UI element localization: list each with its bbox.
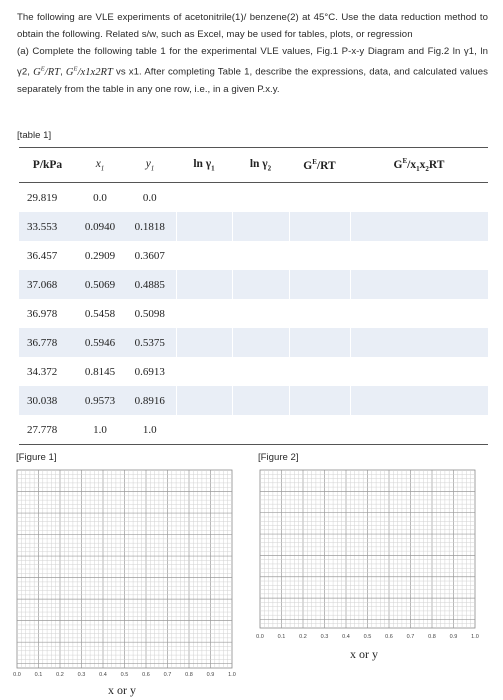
x-tick-label: 0.8	[185, 672, 193, 678]
x1-cell: 0.2909	[84, 249, 116, 262]
pressure-cell: 34.372	[27, 365, 58, 378]
y1-cell: 0.5375	[124, 328, 176, 357]
pressure-cell: 27.778	[19, 415, 76, 445]
y1-cell: 0.8916	[124, 386, 176, 415]
x-tick-label: 0.1	[34, 672, 43, 678]
figure1-x-axis-label: x or y	[108, 683, 136, 697]
x-tick-label: 0.0	[256, 634, 264, 640]
x-tick-label: 0.9	[449, 634, 458, 640]
pressure-cell: 29.819	[27, 191, 58, 204]
x-tick-label: 1.0	[228, 672, 236, 678]
x1-cell: 0.5069	[76, 270, 124, 299]
x1-cell: 0.0	[93, 191, 107, 204]
problem-statement: The following are VLE experiments of acetonitrile(1)/ benzene(2) at 45°C. Use the data reduction method to obtain the following. Related s/w, such as Excel, may be used for tables, plots, or regression (a) Complete the following table 1 for the experimental VLE values, Fig.1 P-x-y Diagram and Fig.2 ln γ1, ln γ2, $G^E/RT$, $G^E/x1x2RT$ vs x1. After completing Table 1, describe the expressions, data, and calculated values separately from the table in any one row, i.e., in a given P.x.y.	[17, 12, 488, 95]
y1-cell: 0.0	[142, 191, 157, 204]
ge-x1x2rt-expression: $G^E/x1x2RT$	[65, 65, 113, 78]
x-tick-label: 0.1	[277, 634, 286, 640]
pressure-cell: 36.457	[27, 249, 58, 262]
x1-cell: 0.0940	[76, 212, 124, 241]
header-ln-gamma2: $\ln \gamma_2$	[232, 148, 289, 183]
ge-rt-expression: $G^E/RT$	[33, 65, 61, 78]
x1-cell: 0.8145	[84, 365, 116, 378]
pressure-cell: 30.038	[19, 386, 76, 415]
figure1-label: [Figure 1]	[16, 452, 57, 463]
header-y1: $y_1$	[124, 148, 176, 183]
x-tick-label: 0.4	[99, 672, 107, 678]
x-tick-label: 0.7	[163, 672, 172, 678]
x-tick-label: 0.2	[56, 672, 64, 678]
pressure-cell: 36.778	[19, 328, 76, 357]
y1-cell: 0.1818	[124, 212, 176, 241]
figure2-x-axis-label: x or y	[350, 647, 378, 661]
y1-cell: 1.0	[124, 415, 176, 445]
x1-cell: 1.0	[76, 415, 124, 445]
x-tick-label: 0.5	[120, 672, 129, 678]
pressure-cell: 37.068	[19, 270, 76, 299]
x-tick-label: 0.3	[77, 672, 86, 678]
x1-cell: 0.5458	[84, 307, 116, 320]
header-ln-gamma1: $\ln \gamma_1$	[176, 148, 232, 183]
x-tick-label: 0.7	[406, 634, 415, 640]
y1-cell: 0.6913	[134, 365, 165, 378]
y1-cell: 0.5098	[134, 307, 165, 320]
header-ge-rt: $G^E/RT$	[289, 148, 350, 183]
x1-cell: 0.9573	[76, 386, 124, 415]
header-pressure: P/kPa	[19, 148, 76, 183]
intro-text: The following are VLE experiments of acetonitrile(1)/ benzene(2) at 45°C. Use the data reduction method to obtain the following. Related s/w, such as Excel, may be used for tables, plots, or regression	[17, 12, 488, 41]
y1-cell: 0.4885	[124, 270, 176, 299]
x-tick-label: 0.8	[428, 634, 436, 640]
figure2-label: [Figure 2]	[258, 452, 299, 463]
x-tick-label: 0.4	[342, 634, 350, 640]
pressure-cell: 36.978	[27, 307, 58, 320]
part-a-text: (a) Complete the following table 1 for the experimental VLE values, Fig.1 P-x-y Diagram and Fig.2 ln γ1, ln γ2,	[17, 46, 488, 78]
x-tick-label: 0.5	[363, 634, 372, 640]
header-x1: $x_1$	[76, 148, 124, 183]
x1-cell: 0.5946	[76, 328, 124, 357]
figure1-grid[interactable]	[13, 470, 236, 678]
part-a-suffix: vs x1. After completing Table 1, describe the expressions, data, and calculated values separately from the table in any one row, i.e., in a given P.x.y.	[17, 66, 488, 95]
x-tick-label: 0.3	[320, 634, 329, 640]
figure2-grid[interactable]	[256, 470, 479, 640]
x-tick-label: 0.0	[13, 672, 21, 678]
y1-cell: 0.3607	[134, 249, 165, 262]
x-tick-label: 0.6	[142, 672, 150, 678]
pressure-cell: 33.553	[19, 212, 76, 241]
x-tick-label: 0.9	[206, 672, 215, 678]
x-tick-label: 0.2	[299, 634, 307, 640]
x-tick-label: 0.6	[385, 634, 393, 640]
table-caption: [table 1]	[17, 130, 52, 141]
x-tick-label: 1.0	[471, 634, 479, 640]
header-ge-x1x2rt: $G^E/x_1x_2RT$	[350, 148, 488, 183]
